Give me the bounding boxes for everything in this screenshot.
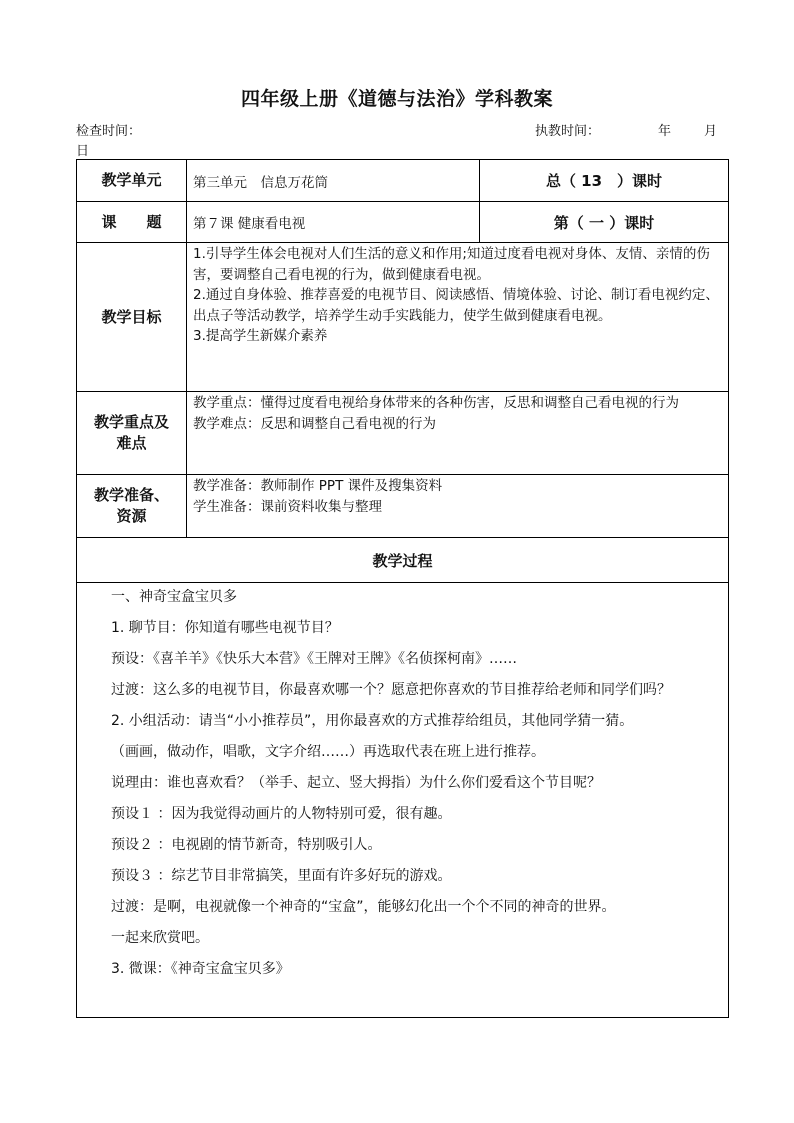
process-line: （画画，做动作，唱歌，文字介绍……）再选取代表在班上进行推荐。 — [111, 744, 545, 760]
keypoints-label-line2: 难点 — [116, 434, 147, 452]
lesson-row — [77, 202, 729, 243]
process-line: 预设１ ：因为我觉得动画片的人物特别可爱，很有趣。 — [111, 806, 452, 822]
process-heading: 教学过程 — [77, 538, 729, 583]
unit-value: 第三单元 信息万花筒 — [187, 160, 480, 202]
difficulty-text: 教学难点：反思和调整自己看电视的行为 — [193, 415, 436, 432]
prep-label-line1: 教学准备、 — [93, 486, 169, 504]
process-line: 过渡：这么多的电视节目，你最喜欢哪一个？愿意把你喜欢的节目推荐给老师和同学们吗？ — [111, 682, 671, 698]
student-prep: 学生准备：课前资料收集与整理 — [193, 498, 382, 515]
goals-label: 教学目标 — [77, 243, 187, 392]
teacher-prep: 教学准备：教师制作 PPT 课件及搜集资料 — [193, 478, 443, 494]
goal-item-3: 3.提高学生新媒介素养 — [193, 328, 328, 344]
goal-item-2: 2.通过自身体验、推荐喜爱的电视节目、阅读感悟、情境体验、讨论、制订看电视约定、出点子等活动教学，培养学生动手实践能力，使学生做到健康看电视。 — [193, 287, 719, 324]
process-row — [77, 583, 729, 1018]
month-label: 月 — [704, 124, 718, 139]
process-line: 3. 微课：《神奇宝盒宝贝多》 — [111, 961, 290, 977]
process-line: 预设：《喜羊羊》《快乐大本营》《王牌对王牌》《名侦探柯南》…… — [111, 651, 517, 667]
lesson-label: 课 题 — [77, 202, 187, 243]
focus-text: 教学重点：懂得过度看电视给身体带来的各种伤害，反思和调整自己看电视的行为 — [193, 395, 679, 411]
goals-row — [77, 243, 729, 392]
teach-time-label: 执教时间： — [535, 124, 601, 139]
goals-content — [187, 243, 729, 392]
lesson-hours: 第（ 一 ）课时 — [480, 202, 729, 243]
prep-content — [187, 475, 729, 538]
process-line: 过渡：是啊，电视就像一个神奇的“宝盒”，能够幻化出一个个不同的神奇的世界。 — [111, 899, 616, 915]
year-label: 年 — [658, 124, 672, 139]
unit-label: 教学单元 — [77, 160, 187, 202]
process-line: 说理由：谁也喜欢看？（举手、起立、竖大拇指）为什么你们爱看这个节目呢？ — [111, 775, 601, 791]
process-line: 一起来欣赏吧。 — [111, 930, 209, 946]
prep-label — [77, 475, 187, 538]
unit-row — [77, 160, 729, 202]
lesson-plan-table — [76, 159, 729, 1018]
page-title: 四年级上册《道德与法治》学科教案 — [240, 88, 553, 110]
keypoints-content — [187, 392, 729, 475]
process-line: 预设３ ：综艺节目非常搞笑，里面有许多好玩的游戏。 — [111, 868, 452, 884]
prep-row — [77, 475, 729, 538]
check-time-label: 检查时间： — [76, 124, 142, 139]
lesson-value: 第７课 健康看电视 — [187, 202, 480, 243]
goal-item-1: 1.引导学生体会电视对人们生活的意义和作用;知道过度看电视对身体、友情、亲情的伤害，要调整自己看电视的行为，做到健康看电视。 — [193, 246, 710, 283]
process-line: 一、神奇宝盒宝贝多 — [111, 589, 237, 605]
prep-label-line2: 资源 — [116, 507, 147, 525]
process-line: 2. 小组活动：请当“小小推荐员”，用你最喜欢的方式推荐给组员，其他同学猜一猜。 — [111, 713, 634, 729]
process-head-row — [77, 538, 729, 583]
process-line: 预设２ ：电视剧的情节新奇，特别吸引人。 — [111, 837, 382, 853]
process-content — [77, 583, 729, 1018]
teach-time-line — [535, 120, 717, 139]
keypoints-label-line1: 教学重点及 — [93, 413, 169, 431]
keypoints-row — [77, 392, 729, 475]
total-hours: 总（ 13 ）课时 — [480, 160, 729, 202]
day-label: 日 — [76, 144, 90, 159]
process-line: 1. 聊节目：你知道有哪些电视节目？ — [111, 620, 339, 636]
keypoints-label — [77, 392, 187, 475]
